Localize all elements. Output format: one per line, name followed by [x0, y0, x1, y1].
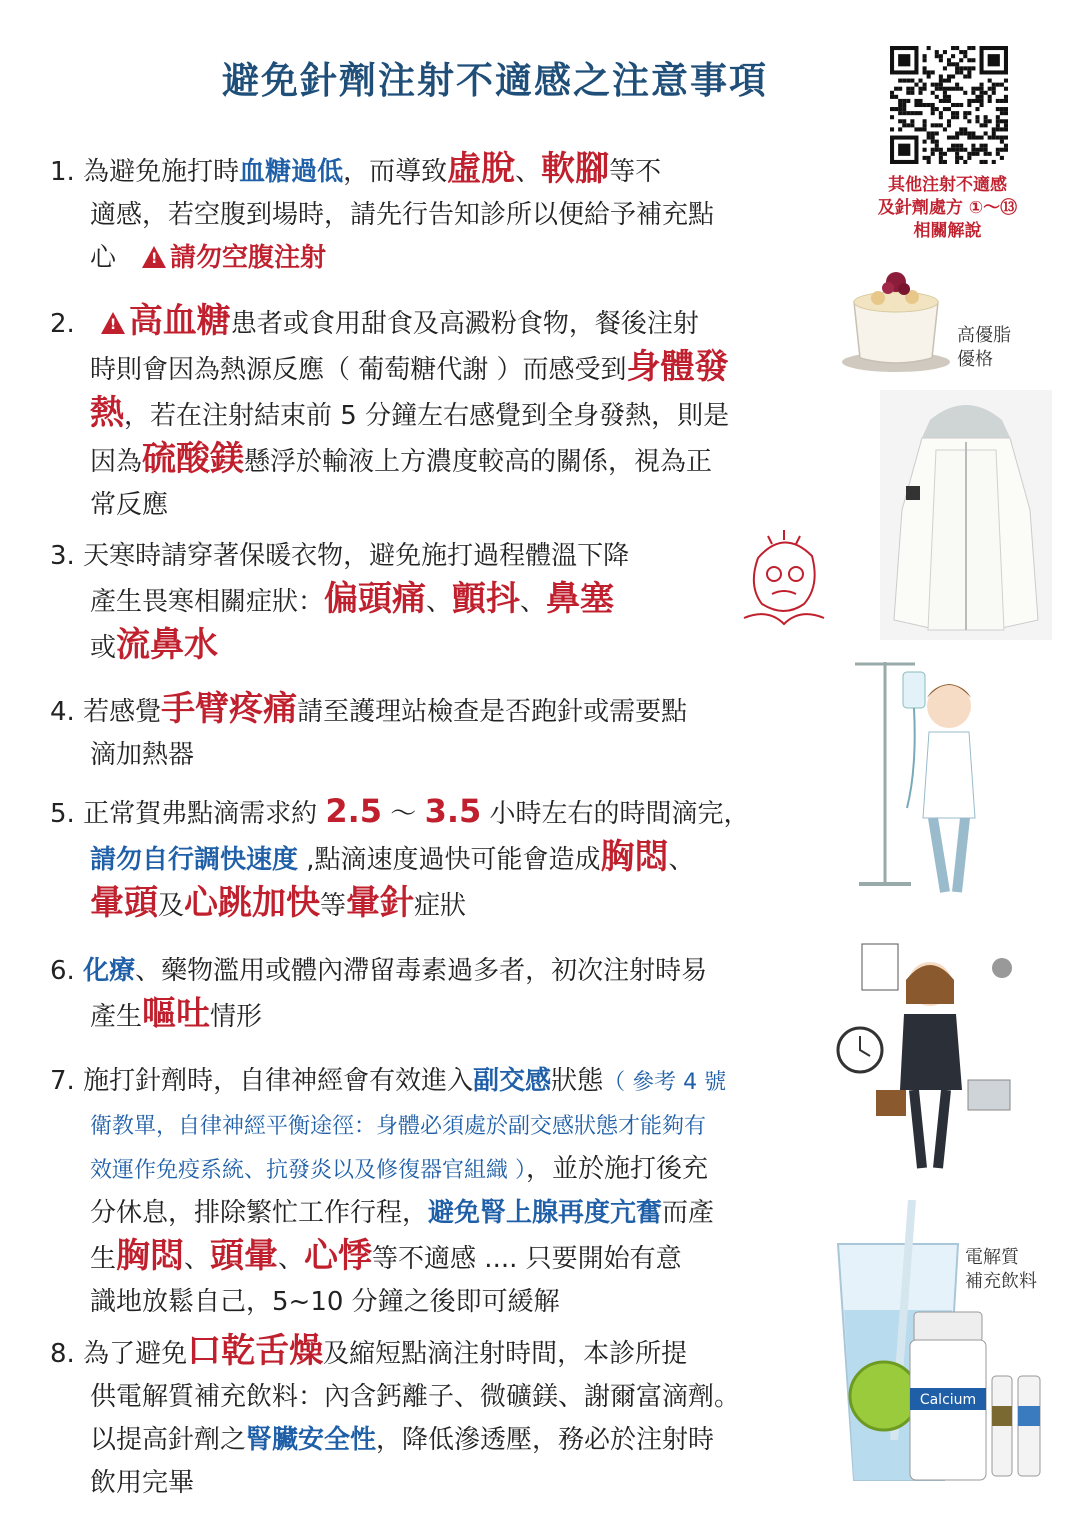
item-text: 分休息，排除繁忙工作行程， — [90, 1198, 429, 1228]
item-line — [50, 882, 805, 928]
item-text: 產生 — [90, 1002, 143, 1032]
item-text: 手臂疼痛 — [161, 689, 298, 729]
item-text: 飲用完畢 — [90, 1468, 195, 1498]
item-text: 產生畏寒相關症狀： — [90, 587, 325, 617]
item-text: 心悸 — [304, 1236, 373, 1276]
item-text: 因為 — [90, 447, 143, 477]
warning-icon — [101, 312, 125, 334]
item-text: 4. 若感覺 — [50, 697, 162, 727]
nurse-iv-image — [845, 658, 990, 894]
item-text: 小時左右的時間滴完， — [481, 799, 750, 829]
item-text: 情形 — [210, 1002, 263, 1032]
yogurt-label: 高優脂 優格 — [957, 325, 1011, 370]
item-text: 顫抖 — [452, 579, 521, 619]
item-line — [50, 392, 805, 438]
item-line — [50, 1192, 805, 1235]
notice-item-1 — [50, 148, 805, 280]
item-text: 、藥物濫用或體內滯留毒素過多者，初次注射時易 — [135, 956, 708, 986]
item-text: ，降低滲透壓，務必於注射時 — [376, 1425, 715, 1455]
item-text: 身體發 — [626, 347, 729, 387]
item-line — [50, 1419, 805, 1462]
item-text: 3. 天寒時請穿著保暖衣物，避免施打過程體溫下降 — [50, 541, 630, 571]
yogurt-image — [840, 262, 952, 378]
item-text: 7. 施打針劑時，自律神經會有效進入 — [50, 1066, 474, 1096]
item-text: 2.5 — [325, 792, 383, 830]
item-text: 虛脫 — [447, 149, 516, 189]
page-title: 避免針劑注射不適感之注意事項 — [222, 59, 768, 102]
qr-caption-line: 相關解說 — [913, 221, 982, 241]
item-line — [50, 1281, 805, 1324]
electrolyte-drink-image — [832, 1200, 1047, 1490]
item-line — [50, 624, 750, 670]
item-text: ，並於施打後充 — [526, 1154, 709, 1184]
drink-label: 電解質 補充飲料 — [965, 1247, 1037, 1292]
item-text: 症狀 — [414, 891, 467, 921]
item-text: 狀態 — [551, 1066, 604, 1096]
item-text: 2. — [50, 309, 101, 339]
item-text: 衛教單，自律神經平衡途徑：身體必須處於副交感狀態才能夠有 — [90, 1114, 707, 1139]
item-text: 流鼻水 — [116, 625, 219, 665]
item-text: 心 — [90, 243, 143, 273]
item-text: 生 — [90, 1244, 117, 1274]
item-line — [50, 346, 805, 392]
item-text: 常反應 — [90, 490, 169, 520]
item-line — [50, 1462, 805, 1505]
item-line — [50, 836, 805, 882]
shivering-face-icon — [738, 528, 830, 632]
item-text: 、 — [668, 845, 695, 875]
item-text: 胸悶 — [600, 837, 669, 877]
item-text: 患者或食用甜食及高澱粉食物，餐後注射 — [230, 309, 699, 339]
item-line — [50, 950, 805, 993]
item-text: 適感，若空腹到場時，請先行告知診所以便給予補充點 — [90, 200, 715, 230]
item-text: 及 — [158, 891, 185, 921]
notice-item-6 — [50, 950, 805, 1039]
item-text: 口乾舌燥 — [187, 1331, 324, 1371]
notice-item-8 — [50, 1330, 805, 1505]
qr-caption-line: 及針劑處方 ①～⑬ — [877, 198, 1018, 218]
item-text: ，而導致 — [343, 157, 448, 187]
item-text: 效運作免疫系統、抗發炎以及修復器官組織 ） — [90, 1158, 526, 1183]
item-text: 識地放鬆自己，5~10 分鐘之後即可緩解 — [90, 1287, 560, 1317]
item-text: 高血糖 — [128, 301, 231, 341]
item-line — [50, 438, 805, 484]
item-line — [50, 790, 805, 836]
notice-item-5 — [50, 790, 805, 928]
item-text: 5. 正常賀弗點滴需求約 — [50, 799, 326, 829]
item-text: （ 參考 4 號 — [603, 1070, 727, 1095]
item-text: 鼻塞 — [546, 579, 615, 619]
item-text: 偏頭痛 — [324, 579, 427, 619]
item-text: 請至護理站檢查是否跑針或需要點 — [297, 697, 688, 727]
qr-caption — [845, 174, 1050, 243]
item-text: 、 — [515, 157, 542, 187]
item-line — [50, 993, 805, 1039]
item-line — [50, 237, 805, 280]
item-text: 熱 — [90, 393, 124, 433]
item-text: 供電解質補充飲料：內含鈣離子、微礦鎂、謝爾富滴劑。 — [90, 1382, 741, 1412]
item-text: 8. 為了避免 — [50, 1339, 188, 1369]
item-text: 避免腎上腺再度亢奮 — [428, 1198, 663, 1228]
item-line — [50, 578, 750, 624]
qr-caption-line: 其他注射不適感 — [888, 175, 1007, 195]
item-text: 、 — [184, 1244, 211, 1274]
item-line — [50, 484, 805, 527]
item-text: 6. — [50, 956, 84, 986]
item-line — [50, 1148, 805, 1192]
item-text: 懸浮於輸液上方濃度較高的關係，視為正 — [244, 447, 713, 477]
winter-coat-image — [880, 390, 1052, 640]
item-text: 腎臟安全性 — [246, 1425, 377, 1455]
item-line — [50, 688, 805, 734]
item-text: 等 — [320, 891, 347, 921]
notice-item-7 — [50, 1060, 805, 1324]
item-text: ～ — [382, 799, 425, 829]
item-text: 請勿空腹注射 — [170, 243, 327, 273]
item-text: 血糖過低 — [239, 157, 344, 187]
item-text: 軟腳 — [541, 149, 610, 189]
item-text: 等不 — [609, 157, 662, 187]
item-line — [50, 535, 750, 578]
item-text: 硫酸鎂 — [142, 439, 245, 479]
item-text: 化療 — [83, 956, 136, 986]
item-line — [50, 148, 805, 194]
item-line — [50, 1104, 805, 1148]
item-text: 、 — [520, 587, 547, 617]
busy-woman-image — [830, 940, 1025, 1175]
item-text: ，若在注射結束前 5 分鐘左右感覺到全身發熱，則是 — [124, 401, 730, 431]
item-text: 及縮短點滴注射時間，本診所提 — [323, 1339, 688, 1369]
item-text: 副交感 — [473, 1066, 552, 1096]
item-text: 等不適感 .... 只要開始有意 — [372, 1244, 682, 1274]
item-text: 、 — [278, 1244, 305, 1274]
item-line — [50, 300, 805, 346]
item-text: 時則會因為熱源反應（ 葡萄糖代謝 ）而感受到 — [90, 355, 627, 385]
item-line — [50, 734, 805, 777]
qr-code[interactable] — [890, 46, 1008, 164]
item-text: 請勿自行調快速度 — [90, 845, 299, 875]
item-text: 暈頭 — [90, 883, 158, 923]
item-text: 以提高針劑之 — [90, 1425, 247, 1455]
item-text: 頭暈 — [210, 1236, 279, 1276]
item-text: 心跳加快 — [184, 883, 321, 923]
item-text: 胸悶 — [116, 1236, 185, 1276]
item-line — [50, 1235, 805, 1281]
item-text: 滴加熱器 — [90, 740, 195, 770]
item-text: ,點滴速度過快可能會造成 — [298, 845, 601, 875]
calcium-label: Calcium — [919, 1392, 977, 1408]
item-text: 而產 — [662, 1198, 715, 1228]
item-line — [50, 194, 805, 237]
notice-item-2 — [50, 300, 805, 527]
item-line — [50, 1376, 805, 1419]
warning-icon — [142, 246, 166, 268]
item-text: 3.5 — [424, 792, 482, 830]
item-text: 1. 為避免施打時 — [50, 157, 240, 187]
item-text: 暈針 — [346, 883, 415, 923]
item-text: 嘔吐 — [142, 994, 211, 1034]
notice-item-3 — [50, 535, 750, 670]
notice-item-4 — [50, 688, 805, 777]
item-text: 、 — [426, 587, 453, 617]
item-line — [50, 1060, 805, 1104]
item-line — [50, 1330, 805, 1376]
item-text: 或 — [90, 633, 117, 663]
